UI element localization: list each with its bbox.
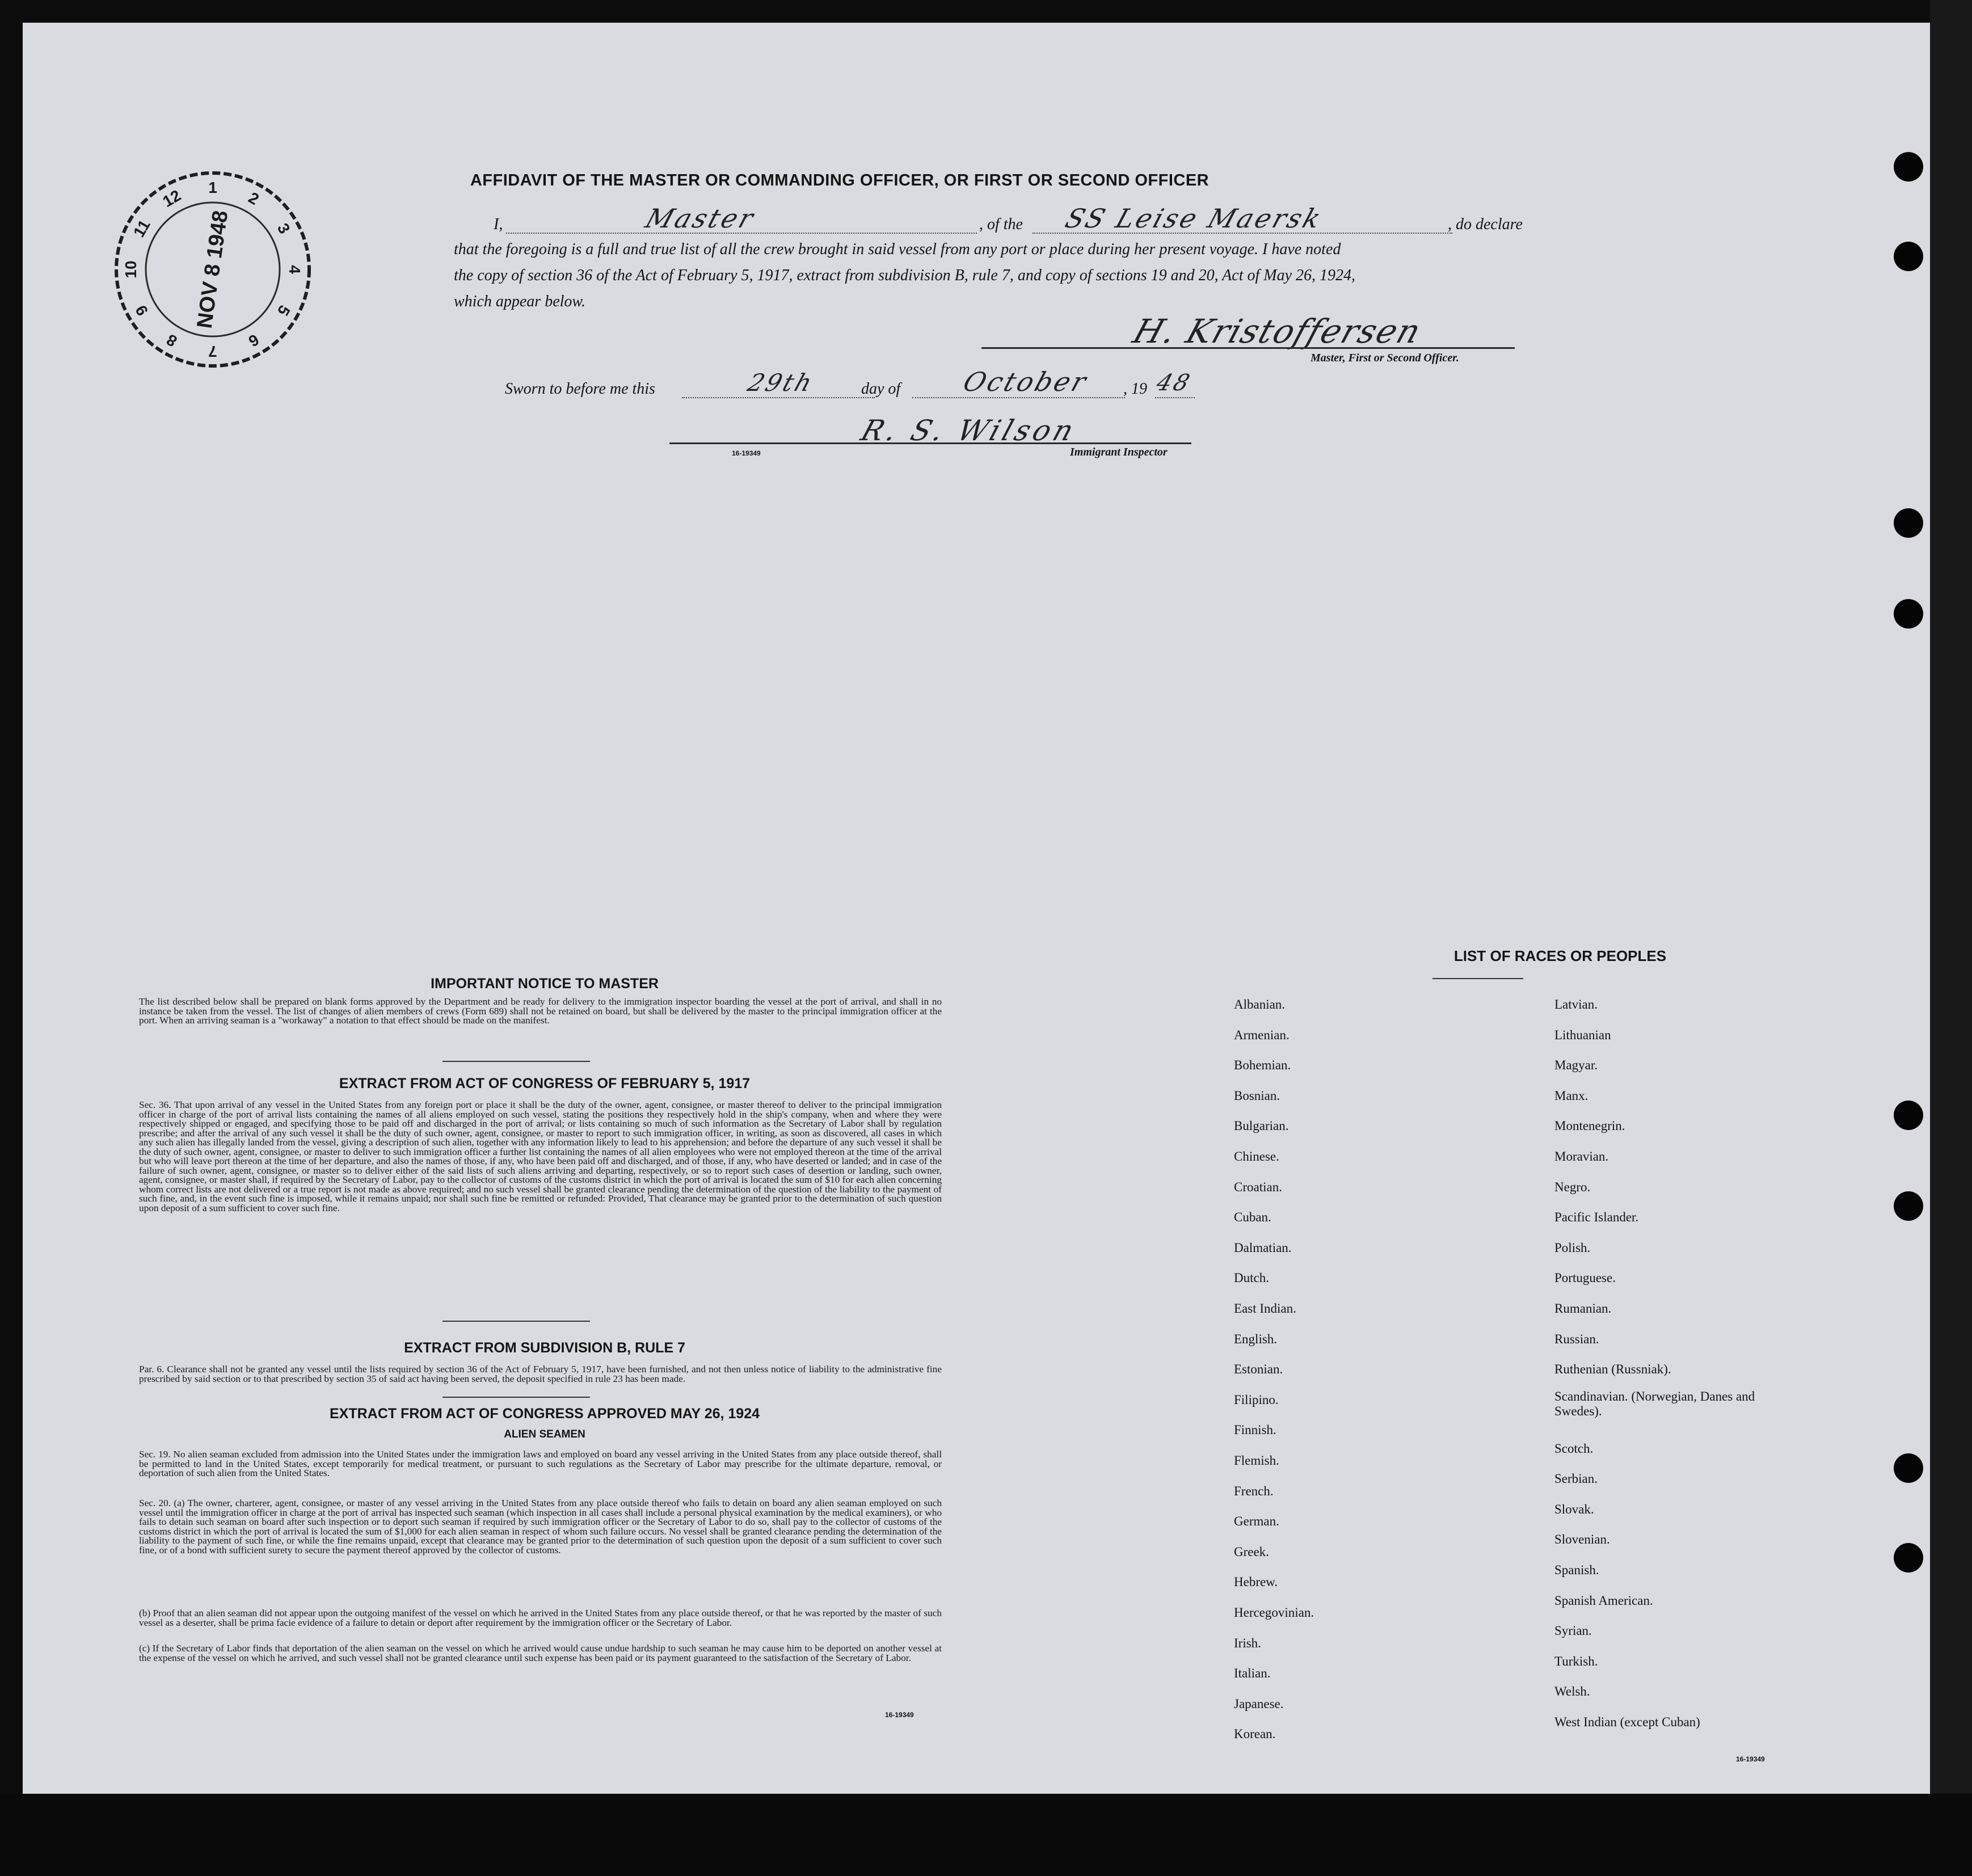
- section-divider: [443, 1061, 590, 1062]
- race-item: Lithuanian: [1554, 1028, 1611, 1042]
- sec-19-body: Sec. 19. No alien seaman excluded from admission into the United States under the immigration laws and employed on board any vessel arriving in the United States from any place outside thereof, shall be permitted to land in the United States, except temporarily for medical treatment, or pursuant to such regulations as the Secretary of Labor may prescribe for the ultimate departure, removal, or deportation of such alien from the United States.: [139, 1449, 942, 1478]
- sworn-prefix: Sworn to before me this: [505, 380, 655, 398]
- year-prefix: , 19: [1123, 380, 1147, 398]
- race-item: Bulgarian.: [1234, 1119, 1289, 1133]
- inspector-caption: Immigrant Inspector: [1070, 446, 1168, 458]
- inspector-signature: R. S. Wilson: [857, 414, 1081, 447]
- sec-20a-body: Sec. 20. (a) The owner, charterer, agent, consignee, or master of any vessel arriving in the United States from any place outside thereof who fails to detain on board any alien seaman employed on such vessel until the immigration officer in charge at the port of arrival has inspected such seaman (which inspection in all cases shall include a personal physical examination by the medical examiners), or who fails to detain such seaman on board after such inspection or to deport such seaman if required by such immigration officer or the Secretary of Labor to do so, shall pay to the collector of customs of the customs district in which the port of arrival is located the sum of $1,000 for each alien seaman in respect of whom such failure occurs. No vessel shall be granted clearance pending the determination of the liability to the payment of such fine, or while the fine remains unpaid, except that clearance may be granted prior to the determination of such question upon the deposit of a sum sufficient to cover such fine, or of a bond with sufficient surety to secure the payment thereof approved by the collector of customs.: [139, 1498, 942, 1555]
- race-item: Syrian.: [1554, 1624, 1592, 1638]
- races-list-title: LIST OF RACES OR PEOPLES: [1453, 947, 1667, 964]
- punch-hole: [1894, 599, 1923, 629]
- races-form-code: 16-19349: [1736, 1755, 1765, 1763]
- stamp-ring-digit: 12: [159, 186, 184, 211]
- race-item: Chinese.: [1234, 1149, 1279, 1163]
- notice-body: The list described below shall be prepared on blank forms approved by the Department and be ready for delivery to the immigration inspector boarding the vessel at the port of arrival, and shall in no instance be taken from the vessel. The list of changes of alien members of crews (Form 689) shall not be retained on board, but shall be delivered by the master to the principal immigration officer at the port. When an arriving seaman is a "workaway" a notation to that effect should be made on the manifest.: [139, 996, 942, 1026]
- race-item: Armenian.: [1234, 1028, 1290, 1042]
- race-item: Turkish.: [1554, 1654, 1598, 1668]
- vessel-name-handwritten: SS Leise Maersk: [1061, 203, 1327, 234]
- race-item: Bohemian.: [1234, 1058, 1291, 1072]
- punch-hole: [1894, 1191, 1923, 1221]
- sec-20c-body: (c) If the Secretary of Labor finds that deportation of the alien seaman on the vessel on which he arrived would cause undue hardship to such seaman he may cause him to be deported on another vessel at the expense of the vessel on which he arrived, and such vessel shall not be granted clearance until such expense has been paid or its payment guaranteed to the satisfaction of the Secretary of Labor.: [139, 1643, 942, 1663]
- master-caption: Master, First or Second Officer.: [1311, 352, 1459, 364]
- sec-20b-body: (b) Proof that an alien seaman did not appear upon the outgoing manifest of the vessel on which he arrived in the United States from any place outside thereof, or that he was reported by the master of such vessel as a deserter, shall be prima facie evidence of a failure to detain or deport after requirement by the immigration officer or the Secretary of Labor.: [139, 1608, 942, 1628]
- declaration-line-4: which appear below.: [454, 293, 586, 310]
- month-line: [912, 397, 1125, 398]
- race-item: Spanish.: [1554, 1563, 1599, 1577]
- extract-1917-title: EXTRACT FROM ACT OF CONGRESS OF FEBRUARY 5, 1917: [339, 1076, 751, 1091]
- rule-7-body: Par. 6. Clearance shall not be granted any vessel until the lists required by section 36 of the Act of February 5, 1917, have been furnished, and not then unless notice of liability to the administrative fine prescribed by said section or to that prescribed by section 35 of said act having been served, the deposit specified in rule 23 has been made.: [139, 1364, 942, 1384]
- stamp-ring-digit: 8: [163, 330, 180, 351]
- notice-title: IMPORTANT NOTICE TO MASTER: [431, 976, 659, 992]
- race-item: Polish.: [1554, 1241, 1591, 1255]
- race-item: Scandinavian. (Norwegian, Danes and Swedes).: [1554, 1389, 1755, 1418]
- day-of-label: day of: [861, 380, 901, 398]
- race-item: Albanian.: [1234, 997, 1286, 1011]
- stamp-ring-digit: 10: [122, 260, 140, 279]
- master-signature-line: [981, 347, 1515, 349]
- punch-hole: [1894, 508, 1923, 538]
- race-item: German.: [1234, 1514, 1279, 1528]
- race-item: Serbian.: [1554, 1472, 1598, 1486]
- sworn-month-handwritten: October: [959, 366, 1093, 397]
- stamp-ring-digit: 3: [273, 220, 294, 237]
- race-item: Korean.: [1234, 1727, 1276, 1741]
- scan-right-border: [1930, 0, 1972, 1876]
- affidavit-title: AFFIDAVIT OF THE MASTER OR COMMANDING OFFICER, OR FIRST OR SECOND OFFICER: [470, 171, 1210, 189]
- stamp-ring-digit: 1: [208, 179, 217, 196]
- stamp-ring-digit: 4: [286, 265, 304, 274]
- punch-hole: [1894, 152, 1923, 182]
- race-item: Finnish.: [1234, 1423, 1276, 1437]
- scan-bottom-border: [0, 1794, 1972, 1876]
- year-line: [1155, 397, 1195, 398]
- race-item: Japanese.: [1234, 1697, 1284, 1711]
- race-item: West Indian (except Cuban): [1554, 1715, 1700, 1729]
- stamp-ring-digit: 11: [130, 217, 154, 241]
- declaration-line-2: that the foregoing is a full and true list of all the crew brought in said vessel from any port or place during her present voyage. I have noted: [454, 241, 1341, 258]
- race-item: Montenegrin.: [1554, 1119, 1625, 1133]
- race-item: Scotch.: [1554, 1441, 1594, 1456]
- section-divider: [443, 1397, 590, 1398]
- stamp-date: NOV 8 1948: [192, 209, 233, 330]
- rule-7-title: EXTRACT FROM SUBDIVISION B, RULE 7: [404, 1340, 685, 1356]
- extract-form-code: 16-19349: [885, 1711, 914, 1719]
- race-item: Filipino.: [1234, 1393, 1279, 1407]
- inspector-signature-line: [669, 442, 1191, 444]
- race-item: Latvian.: [1554, 997, 1598, 1011]
- race-item: Hercegovinian.: [1234, 1605, 1314, 1620]
- extract-1924-title: EXTRACT FROM ACT OF CONGRESS APPROVED MAY 26, 1924: [329, 1406, 760, 1422]
- master-name-handwritten: Master: [642, 203, 760, 234]
- sworn-year-handwritten: 48: [1153, 370, 1195, 396]
- race-item: Manx.: [1554, 1089, 1588, 1103]
- do-declare-label: , do declare: [1448, 216, 1523, 233]
- race-item: Hebrew.: [1234, 1575, 1278, 1589]
- stamp-ring-digit: 6: [245, 330, 262, 351]
- race-item: Dutch.: [1234, 1271, 1269, 1285]
- race-item: Irish.: [1234, 1636, 1261, 1650]
- of-the-label: , of the: [979, 216, 1023, 233]
- race-item: Moravian.: [1554, 1149, 1609, 1163]
- extract-1917-body: Sec. 36. That upon arrival of any vessel in the United States from any foreign port or place it shall be the duty of the owner, agent, consignee, or master thereof to deliver to the principal immigration officer in charge of the port of arrival lists containing the names of all aliens employed on such vessel, stating the positions they respectively hold in the ship's company, when and where they were respectively shipped or engaged, and specifying those to be paid off and discharged in the port of arrival; or lists containing so much of such information as the Secretary of Labor shall by regulation prescribe; and after the arrival of any such vessel it shall be the duty of such owner, agent, consignee, or master to report to such immigration officer, in writing, as soon as discovered, all cases in which any such alien has illegally landed from the vessel, giving a description of such alien, together with any information likely to lead to his apprehension; and before the departure of any such vessel it shall be the duty of such owner, agent, consignee, or master to deliver to such immigration officer a further list containing the names of all alien employees who were not employed thereon at the time of the arrival but who will leave port thereon at the time of her departure, and also the names of those, if any, who have been paid off and discharged, and of those, if any, who have deserted or landed; and in case of the failure of such owner, agent, consignee, or master so to deliver either of the said lists of such aliens arriving and departing, respectively, or so to report such cases of desertion or landing, such owner, agent, consignee, or master shall, if required by the Secretary of Labor, pay to the collector of customs of the customs district in which the port of arrival is located the sum of $10 for each alien concerning whom correct lists are not delivered or a true report is not made as above required; and no such vessel shall be granted clearance pending the determination of the question of the liability to the payment of such fine, and, in the event such fine is imposed, while it remains unpaid; nor shall such fine be remitted or refunded: Provided, That clearance may be granted prior to the determination of such question upon deposit of a sum sufficient to cover such fine.: [139, 1099, 942, 1213]
- alien-seamen-subtitle: ALIEN SEAMEN: [504, 1428, 585, 1440]
- race-item: Portuguese.: [1554, 1271, 1616, 1285]
- races-title-underline: [1432, 978, 1523, 979]
- race-item: Bosnian.: [1234, 1089, 1280, 1103]
- race-item: Croatian.: [1234, 1180, 1282, 1194]
- race-item: Flemish.: [1234, 1453, 1279, 1468]
- race-item: Spanish American.: [1554, 1593, 1653, 1608]
- race-item: Ruthenian (Russniak).: [1554, 1362, 1671, 1376]
- punch-hole: [1894, 1453, 1923, 1483]
- race-item: Estonian.: [1234, 1362, 1283, 1376]
- master-signature: H. Kristoffersen: [1128, 312, 1427, 351]
- race-item: Greek.: [1234, 1545, 1269, 1559]
- race-item: Rumanian.: [1554, 1301, 1612, 1316]
- sworn-day-handwritten: 29th: [744, 369, 818, 397]
- race-item: Cuban.: [1234, 1210, 1271, 1224]
- affidavit-form-code: 16-19349: [732, 449, 761, 457]
- day-line: [682, 397, 875, 398]
- declaration-prefix: I,: [494, 216, 503, 233]
- declaration-line-3: the copy of section 36 of the Act of February 5, 1917, extract from subdivision B, rule 7, and copy of sections 19 and 20, Act of May 26, 1924,: [454, 267, 1356, 284]
- document-page: [23, 23, 1930, 1794]
- punch-hole: [1894, 1543, 1923, 1573]
- race-item: Slovak.: [1554, 1502, 1594, 1516]
- race-item: Russian.: [1554, 1332, 1599, 1346]
- race-item: Welsh.: [1554, 1684, 1590, 1698]
- race-item: Pacific Islander.: [1554, 1210, 1639, 1224]
- stamp-ring-digit: 2: [245, 188, 262, 209]
- race-item: French.: [1234, 1484, 1274, 1498]
- race-item: Negro.: [1554, 1180, 1591, 1194]
- punch-hole: [1894, 242, 1923, 271]
- race-item: Italian.: [1234, 1666, 1271, 1680]
- section-divider: [443, 1321, 590, 1322]
- race-item: English.: [1234, 1332, 1278, 1346]
- race-item: Slovenian.: [1554, 1532, 1610, 1546]
- race-item: Magyar.: [1554, 1058, 1598, 1072]
- stamp-ring-digit: 9: [132, 302, 152, 319]
- race-item: Dalmatian.: [1234, 1241, 1292, 1255]
- stamp-ring-digit: 7: [208, 343, 217, 360]
- stamp-ring-digit: 5: [273, 302, 294, 319]
- received-date-stamp: [105, 162, 321, 377]
- race-item: East Indian.: [1234, 1301, 1296, 1316]
- punch-hole: [1894, 1101, 1923, 1130]
